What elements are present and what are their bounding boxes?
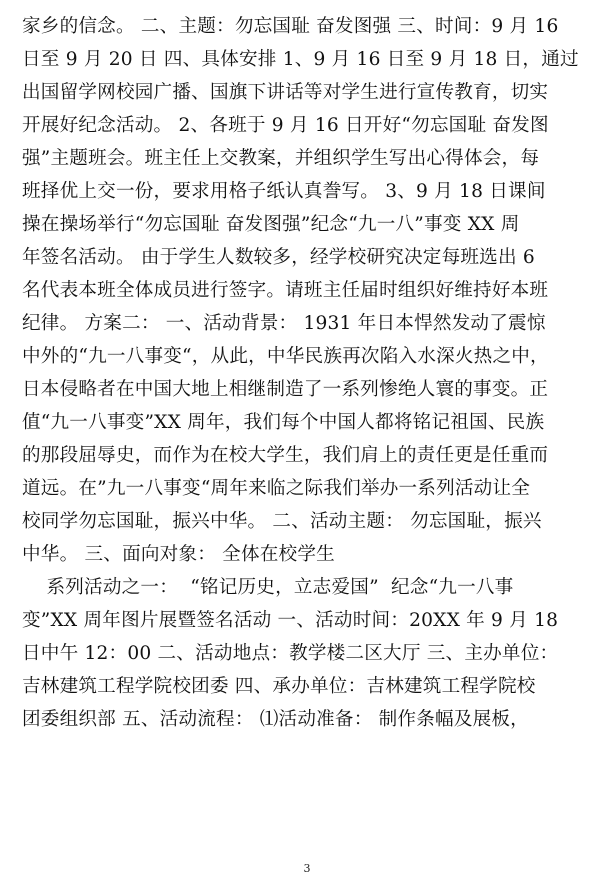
text-line: 出国留学网校园广播、国旗下讲话等对学生进行宣传教育，切实 bbox=[22, 82, 549, 103]
text-line: 道远。在”九一八事变“周年来临之际我们举办一系列活动让全 bbox=[22, 478, 531, 499]
text-line: 操在操场举行“勿忘国耻 奋发图强”纪念“九一八”事变 XX 周 bbox=[22, 214, 520, 235]
page-number: 3 bbox=[303, 862, 311, 875]
text-line: 纪律。 方案二： 一、活动背景： 1931 年日本悍然发动了震惊 bbox=[22, 313, 546, 334]
text-line: 日本侵略者在中国大地上相继制造了一系列惨绝人寰的事变。正 bbox=[22, 379, 549, 400]
text-line: 日至 9 月 20 日 四、具体安排 1、9 月 16 日至 9 月 18 日，通过 bbox=[22, 49, 579, 70]
text-line: 值“九一八事变”XX 周年，我们每个中国人都将铭记祖国、民族 bbox=[22, 412, 545, 433]
body-text bbox=[22, 10, 588, 736]
text-line: 吉林建筑工程学院校团委 四、承办单位：吉林建筑工程学院校 bbox=[22, 676, 536, 697]
text-line: 中外的“九一八事变“，从此，中华民族再次陷入水深火热之中， bbox=[22, 346, 549, 367]
text-line: 名代表本班全体成员进行签字。请班主任届时组织好维持好本班 bbox=[22, 280, 549, 301]
text-line: 家乡的信念。 二、主题：勿忘国耻 奋发图强 三、时间：9 月 16 bbox=[22, 16, 559, 37]
text-line: 日中午 12：00 二、活动地点：教学楼二区大厅 三、主办单位： bbox=[22, 643, 559, 664]
text-line: 团委组织部 五、活动流程： ⑴活动准备： 制作条幅及展板， bbox=[22, 709, 529, 730]
text-line: 年签名活动。 由于学生人数较多，经学校研究决定每班选出 6 bbox=[22, 247, 535, 268]
text-line: 中华。 三、面向对象： 全体在校学生 bbox=[22, 544, 335, 565]
text-line: 变”XX 周年图片展暨签名活动 一、活动时间：20XX 年 9 月 18 bbox=[22, 610, 559, 631]
text-line: 系列活动之一： “铭记历史，立志爱国” 纪念“九一八事 bbox=[22, 577, 514, 598]
text-line: 的那段屈辱史，而作为在校大学生，我们肩上的责任更是任重而 bbox=[22, 445, 549, 466]
text-line: 强”主题班会。班主任上交教案，并组织学生写出心得体会，每 bbox=[22, 148, 540, 169]
text-line: 校同学勿忘国耻，振兴中华。 二、活动主题： 勿忘国耻，振兴 bbox=[22, 511, 542, 532]
text-line: 开展好纪念活动。 2、各班于 9 月 16 日开好“勿忘国耻 奋发图 bbox=[22, 115, 549, 136]
text-line: 班择优上交一份，要求用格子纸认真誊写。 3、9 月 18 日课间 bbox=[22, 181, 546, 202]
